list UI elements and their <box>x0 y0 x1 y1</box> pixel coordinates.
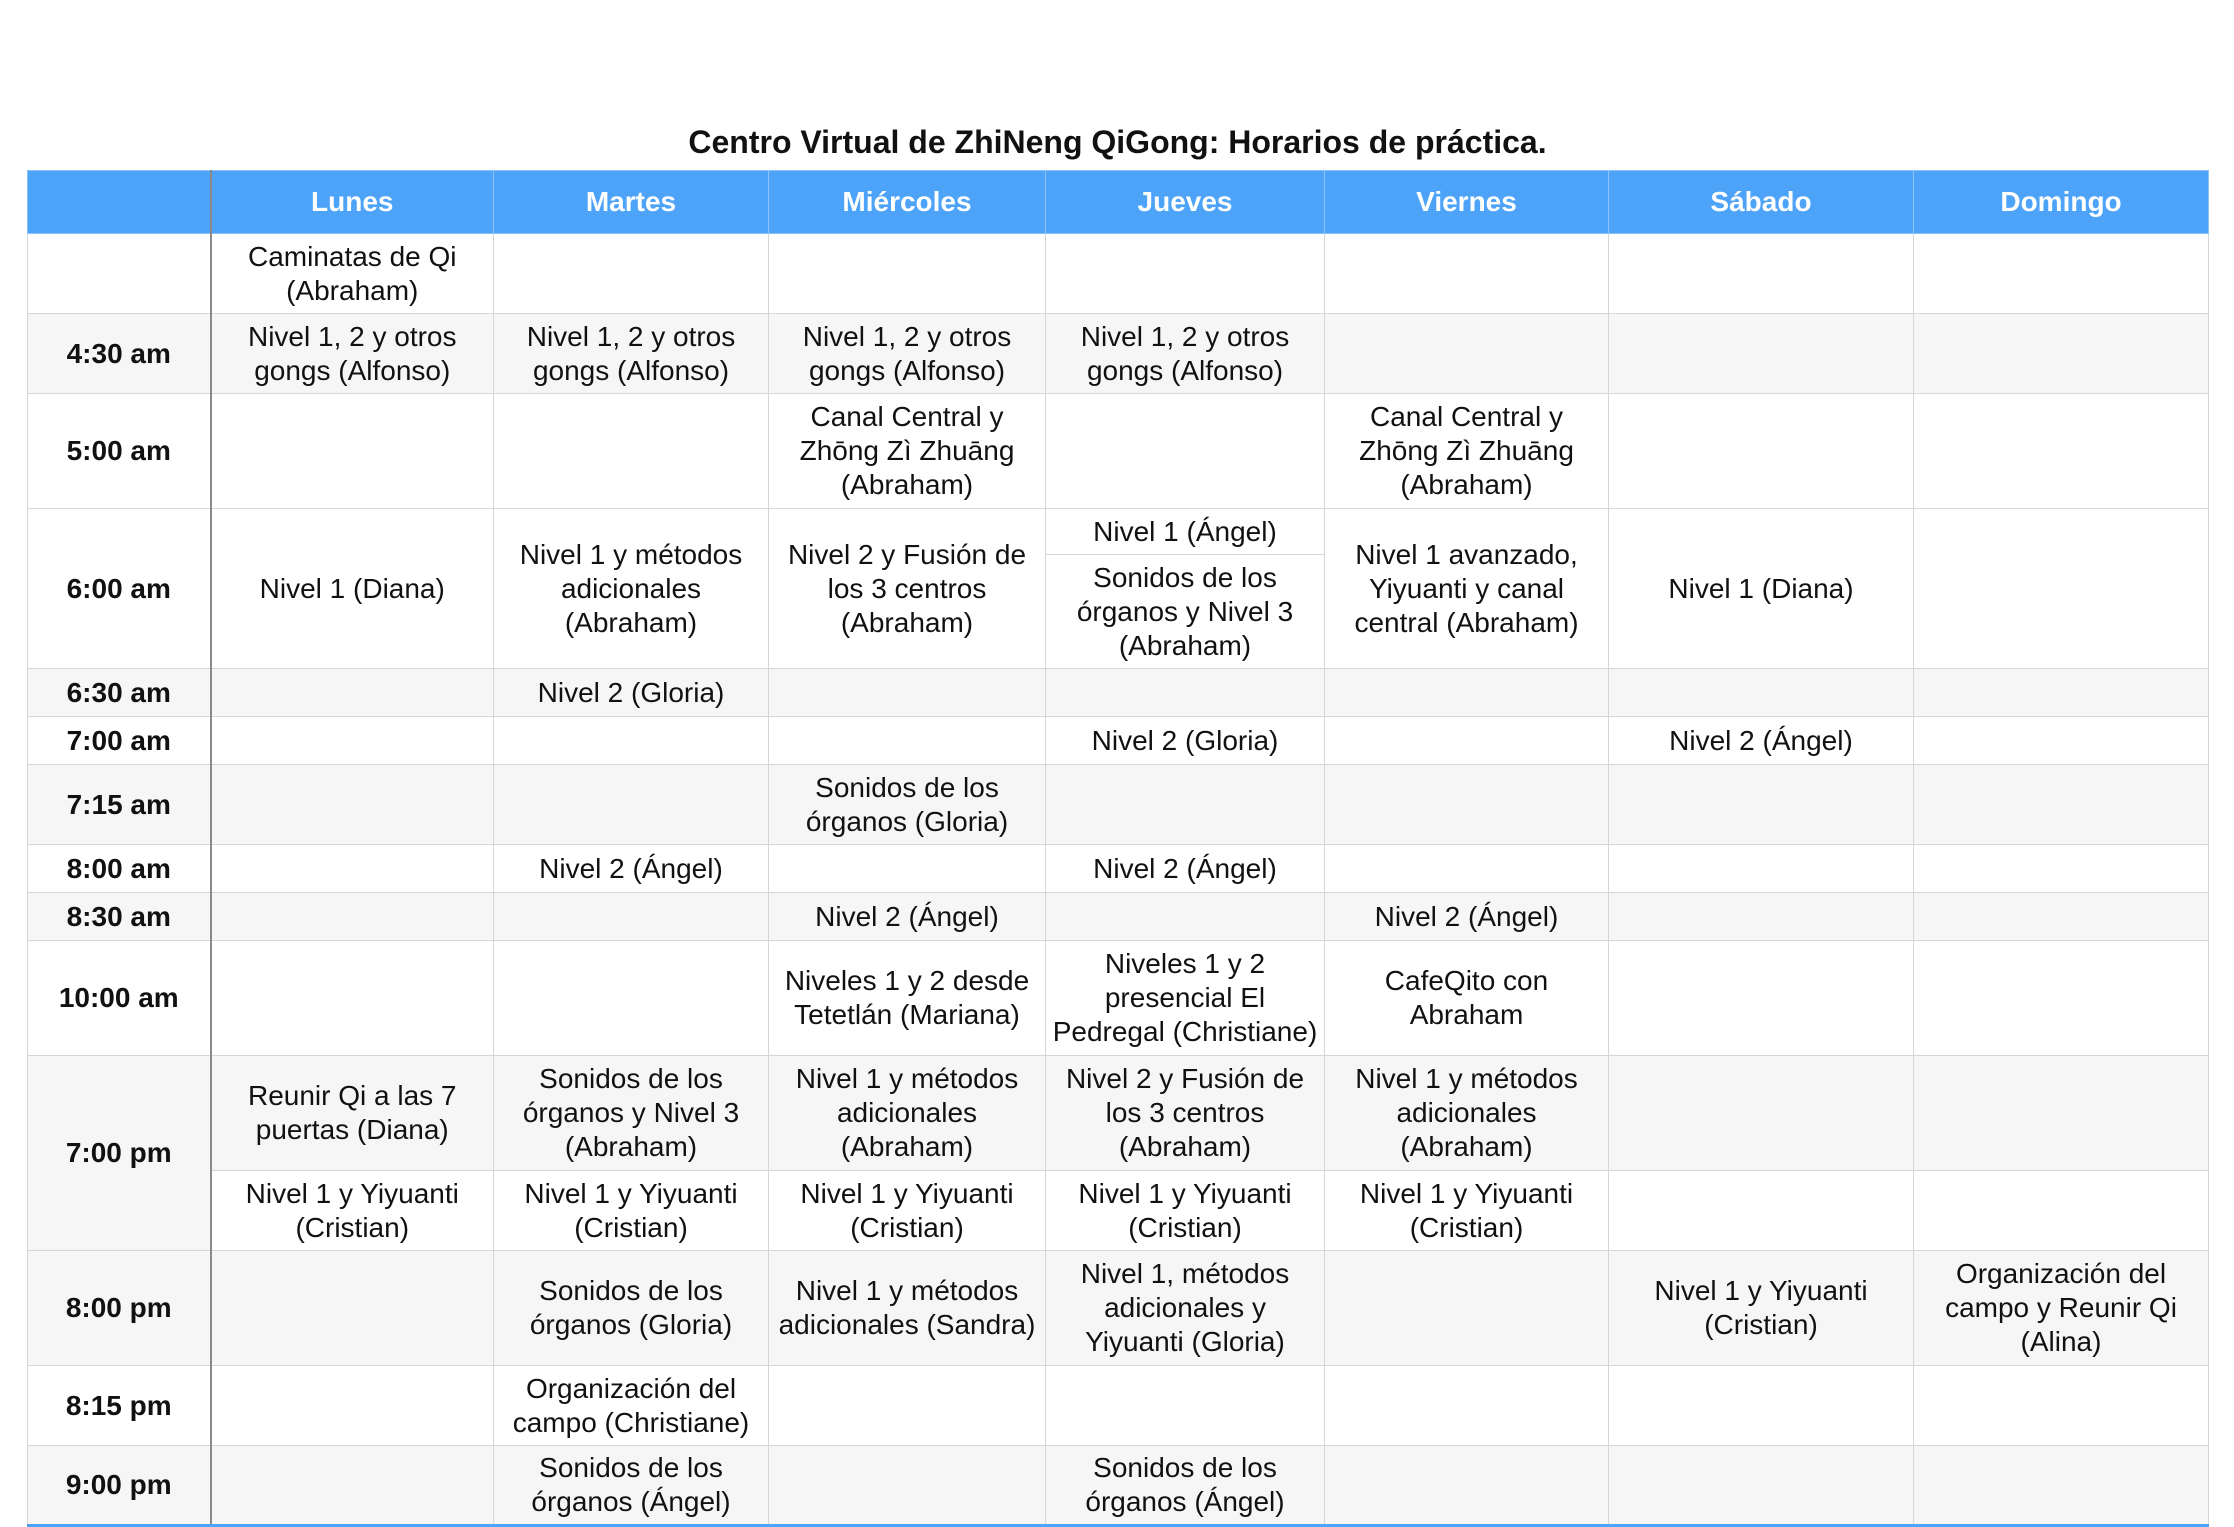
cell-sabado <box>1609 765 1914 845</box>
cell-viernes: Nivel 1 y métodos adicionales (Abraham) <box>1325 1056 1609 1171</box>
cell-martes: Nivel 2 (Gloria) <box>494 669 769 717</box>
table-row <box>28 1251 2209 1366</box>
table-row <box>28 314 2209 394</box>
cell-viernes <box>1325 1446 1609 1526</box>
cell-martes: Nivel 2 (Ángel) <box>494 845 769 893</box>
cell-miercoles: Nivel 2 y Fusión de los 3 centros (Abraham) <box>769 509 1046 669</box>
cell-viernes <box>1325 234 1609 314</box>
cell-domingo <box>1914 1366 2209 1446</box>
cell-viernes <box>1325 765 1609 845</box>
cell-sabado: Nivel 1 (Diana) <box>1609 509 1914 669</box>
cell-viernes <box>1325 845 1609 893</box>
cell-jueves: Nivel 2 y Fusión de los 3 centros (Abraham) <box>1046 1056 1325 1171</box>
cell-martes <box>494 765 769 845</box>
cell-lunes <box>211 765 494 845</box>
time-cell: 8:15 pm <box>28 1366 211 1446</box>
time-cell: 6:30 am <box>28 669 211 717</box>
cell-domingo <box>1914 893 2209 941</box>
cell-sabado <box>1609 1366 1914 1446</box>
cell-sabado <box>1609 893 1914 941</box>
cell-domingo <box>1914 669 2209 717</box>
time-cell: 7:00 pm <box>28 1056 211 1251</box>
cell-jueves <box>1046 669 1325 717</box>
cell-lunes <box>211 1446 494 1526</box>
cell-lunes: Nivel 1 y Yiyuanti (Cristian) <box>211 1171 494 1251</box>
cell-jueves <box>1046 394 1325 509</box>
table-row <box>28 1171 2209 1251</box>
cell-miercoles <box>769 1366 1046 1446</box>
cell-miercoles <box>769 669 1046 717</box>
time-cell-blank <box>28 234 211 314</box>
cell-jueves <box>1046 234 1325 314</box>
cell-viernes: Canal Central y Zhōng Zì Zhuāng (Abraham) <box>1325 394 1609 509</box>
cell-domingo <box>1914 314 2209 394</box>
cell-viernes <box>1325 1366 1609 1446</box>
cell-jueves: Sonidos de los órganos (Ángel) <box>1046 1446 1325 1526</box>
cell-domingo <box>1914 394 2209 509</box>
cell-domingo <box>1914 234 2209 314</box>
cell-lunes <box>211 717 494 765</box>
cell-lunes <box>211 845 494 893</box>
cell-viernes <box>1325 314 1609 394</box>
cell-jueves: Nivel 1, 2 y otros gongs (Alfonso) <box>1046 314 1325 394</box>
cell-martes <box>494 717 769 765</box>
cell-sabado: Nivel 1 y Yiyuanti (Cristian) <box>1609 1251 1914 1366</box>
cell-jueves: Niveles 1 y 2 presencial El Pedregal (Christiane) <box>1046 941 1325 1056</box>
time-cell: 8:00 pm <box>28 1251 211 1366</box>
time-cell: 10:00 am <box>28 941 211 1056</box>
cell-sabado <box>1609 394 1914 509</box>
header-sabado: Sábado <box>1609 171 1914 234</box>
header-row <box>28 171 2209 234</box>
time-cell: 5:00 am <box>28 394 211 509</box>
cell-lunes <box>211 1251 494 1366</box>
cell-domingo <box>1914 845 2209 893</box>
cell-martes: Organización del campo (Christiane) <box>494 1366 769 1446</box>
cell-sabado <box>1609 845 1914 893</box>
cell-lunes <box>211 1366 494 1446</box>
cell-martes <box>494 893 769 941</box>
cell-martes: Sonidos de los órganos y Nivel 3 (Abraham) <box>494 1056 769 1171</box>
cell-domingo <box>1914 941 2209 1056</box>
header-martes: Martes <box>494 171 769 234</box>
time-cell: 9:00 pm <box>28 1446 211 1526</box>
cell-viernes: Nivel 1 avanzado, Yiyuanti y canal central (Abraham) <box>1325 509 1609 669</box>
cell-sabado <box>1609 1171 1914 1251</box>
time-cell: 4:30 am <box>28 314 211 394</box>
cell-sabado <box>1609 1056 1914 1171</box>
cell-miercoles: Nivel 1 y métodos adicionales (Sandra) <box>769 1251 1046 1366</box>
cell-jueves-first: Nivel 1 (Ángel) <box>1046 509 1325 555</box>
cell-miercoles: Nivel 1 y Yiyuanti (Cristian) <box>769 1171 1046 1251</box>
cell-viernes: CafeQito con Abraham <box>1325 941 1609 1056</box>
cell-domingo <box>1914 765 2209 845</box>
cell-martes: Nivel 1 y métodos adicionales (Abraham) <box>494 509 769 669</box>
cell-martes: Nivel 1, 2 y otros gongs (Alfonso) <box>494 314 769 394</box>
cell-miercoles <box>769 845 1046 893</box>
table-row <box>28 669 2209 717</box>
header-miercoles: Miércoles <box>769 171 1046 234</box>
cell-martes <box>494 394 769 509</box>
cell-jueves-second: Sonidos de los órganos y Nivel 3 (Abraham) <box>1046 555 1325 669</box>
cell-miercoles <box>769 234 1046 314</box>
cell-sabado <box>1609 941 1914 1056</box>
cell-miercoles <box>769 1446 1046 1526</box>
table-row <box>28 941 2209 1056</box>
header-domingo: Domingo <box>1914 171 2209 234</box>
header-viernes: Viernes <box>1325 171 1609 234</box>
cell-domingo: Organización del campo y Reunir Qi (Alina) <box>1914 1251 2209 1366</box>
table-row <box>28 509 2209 555</box>
cell-lunes <box>211 941 494 1056</box>
cell-domingo <box>1914 1171 2209 1251</box>
table-row <box>28 1446 2209 1526</box>
header-lunes: Lunes <box>211 171 494 234</box>
cell-jueves: Nivel 2 (Ángel) <box>1046 845 1325 893</box>
cell-lunes: Nivel 1 (Diana) <box>211 509 494 669</box>
table-row <box>28 234 2209 314</box>
header-jueves: Jueves <box>1046 171 1325 234</box>
cell-martes <box>494 941 769 1056</box>
table-row <box>28 765 2209 845</box>
cell-sabado <box>1609 669 1914 717</box>
cell-viernes: Nivel 1 y Yiyuanti (Cristian) <box>1325 1171 1609 1251</box>
cell-miercoles: Nivel 1, 2 y otros gongs (Alfonso) <box>769 314 1046 394</box>
time-cell: 8:00 am <box>28 845 211 893</box>
cell-viernes <box>1325 669 1609 717</box>
cell-miercoles: Nivel 1 y métodos adicionales (Abraham) <box>769 1056 1046 1171</box>
cell-martes: Nivel 1 y Yiyuanti (Cristian) <box>494 1171 769 1251</box>
cell-jueves: Nivel 1, métodos adicionales y Yiyuanti (Gloria) <box>1046 1251 1325 1366</box>
cell-sabado <box>1609 1446 1914 1526</box>
cell-domingo <box>1914 717 2209 765</box>
cell-lunes <box>211 893 494 941</box>
table-row <box>28 394 2209 509</box>
cell-lunes: Reunir Qi a las 7 puertas (Diana) <box>211 1056 494 1171</box>
cell-viernes <box>1325 1251 1609 1366</box>
cell-sabado <box>1609 234 1914 314</box>
cell-sabado <box>1609 314 1914 394</box>
cell-martes: Sonidos de los órganos (Ángel) <box>494 1446 769 1526</box>
cell-sabado: Nivel 2 (Ángel) <box>1609 717 1914 765</box>
time-cell: 8:30 am <box>28 893 211 941</box>
table-row <box>28 1056 2209 1171</box>
schedule-table <box>27 170 2209 1527</box>
cell-miercoles: Sonidos de los órganos (Gloria) <box>769 765 1046 845</box>
time-cell: 6:00 am <box>28 509 211 669</box>
time-cell: 7:00 am <box>28 717 211 765</box>
cell-jueves <box>1046 893 1325 941</box>
time-cell: 7:15 am <box>28 765 211 845</box>
cell-martes: Sonidos de los órganos (Gloria) <box>494 1251 769 1366</box>
cell-jueves: Nivel 1 y Yiyuanti (Cristian) <box>1046 1171 1325 1251</box>
cell-domingo <box>1914 509 2209 669</box>
cell-miercoles <box>769 717 1046 765</box>
cell-domingo <box>1914 1446 2209 1526</box>
cell-domingo <box>1914 1056 2209 1171</box>
cell-lunes: Nivel 1, 2 y otros gongs (Alfonso) <box>211 314 494 394</box>
cell-jueves <box>1046 1366 1325 1446</box>
table-row <box>28 845 2209 893</box>
table-row <box>28 893 2209 941</box>
cell-jueves: Nivel 2 (Gloria) <box>1046 717 1325 765</box>
cell-miercoles: Canal Central y Zhōng Zì Zhuāng (Abraham) <box>769 394 1046 509</box>
cell-miercoles: Nivel 2 (Ángel) <box>769 893 1046 941</box>
header-blank <box>28 171 211 234</box>
cell-lunes: Caminatas de Qi (Abraham) <box>211 234 494 314</box>
cell-lunes <box>211 394 494 509</box>
cell-miercoles: Niveles 1 y 2 desde Tetetlán (Mariana) <box>769 941 1046 1056</box>
cell-viernes: Nivel 2 (Ángel) <box>1325 893 1609 941</box>
table-row <box>28 717 2209 765</box>
cell-viernes <box>1325 717 1609 765</box>
table-row <box>28 1366 2209 1446</box>
cell-jueves <box>1046 765 1325 845</box>
cell-martes <box>494 234 769 314</box>
page-title: Centro Virtual de ZhiNeng QiGong: Horarios de práctica. <box>688 124 1547 160</box>
cell-lunes <box>211 669 494 717</box>
